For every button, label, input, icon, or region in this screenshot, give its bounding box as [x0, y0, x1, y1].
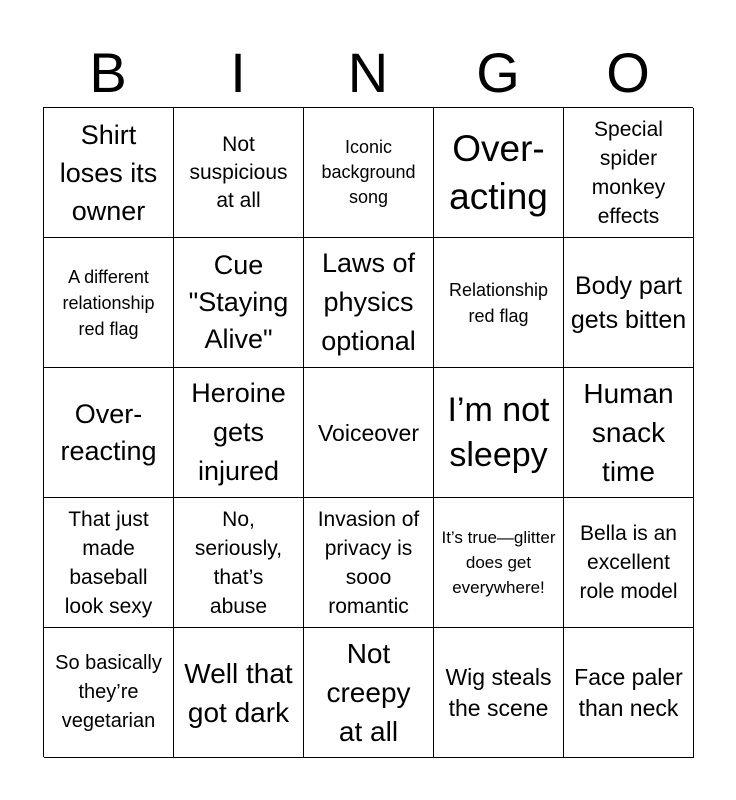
bingo-cell-r1c4[interactable]: Over-acting: [434, 108, 564, 238]
bingo-cell-r3c5[interactable]: Human snack time: [564, 368, 694, 498]
bingo-cell-r2c5[interactable]: Body part gets bitten: [564, 238, 694, 368]
header-letter-b: B: [89, 41, 127, 104]
bingo-cell-r5c4[interactable]: Wig steals the scene: [434, 628, 564, 758]
bingo-cell-r5c1[interactable]: So basically they’re vegetarian: [44, 628, 174, 758]
bingo-cell-r3c1[interactable]: Over-reacting: [44, 368, 174, 498]
bingo-header: [43, 40, 693, 106]
bingo-cell-r4c4[interactable]: It’s true—glitter does get everywhere!: [434, 498, 564, 628]
bingo-cell-r3c2[interactable]: Heroine gets injured: [174, 368, 304, 498]
bingo-cell-r3c4[interactable]: I’m not sleepy: [434, 368, 564, 498]
bingo-cell-r1c5[interactable]: Special spider monkey effects: [564, 108, 694, 238]
bingo-cell-r5c2[interactable]: Well that got dark: [174, 628, 304, 758]
header-letter-n: N: [347, 41, 389, 104]
bingo-cell-r2c2[interactable]: Cue "Staying Alive": [174, 238, 304, 368]
bingo-board: [43, 107, 693, 757]
bingo-cell-r4c1[interactable]: That just made baseball look sexy: [44, 498, 174, 628]
bingo-cell-r2c3[interactable]: Laws of physics optional: [304, 238, 434, 368]
bingo-cell-r4c3[interactable]: Invasion of privacy is sooo romantic: [304, 498, 434, 628]
bingo-cell-r1c3[interactable]: Iconic background song: [304, 108, 434, 238]
header-letter-g: G: [476, 41, 520, 104]
bingo-cell-r2c1[interactable]: A different relationship red flag: [44, 238, 174, 368]
bingo-cell-r4c2[interactable]: No, seriously, that’s abuse: [174, 498, 304, 628]
header-letter-o: O: [606, 41, 650, 104]
bingo-cell-r5c5[interactable]: Face paler than neck: [564, 628, 694, 758]
bingo-cell-r3c3[interactable]: Voiceover: [304, 368, 434, 498]
bingo-cell-r2c4[interactable]: Relationship red flag: [434, 238, 564, 368]
bingo-cell-r4c5[interactable]: Bella is an excellent role model: [564, 498, 694, 628]
bingo-cell-r1c2[interactable]: Not suspicious at all: [174, 108, 304, 238]
header-letter-i: I: [230, 41, 246, 104]
bingo-cell-r1c1[interactable]: Shirt loses its owner: [44, 108, 174, 238]
bingo-cell-r5c3[interactable]: Not creepy at all: [304, 628, 434, 758]
